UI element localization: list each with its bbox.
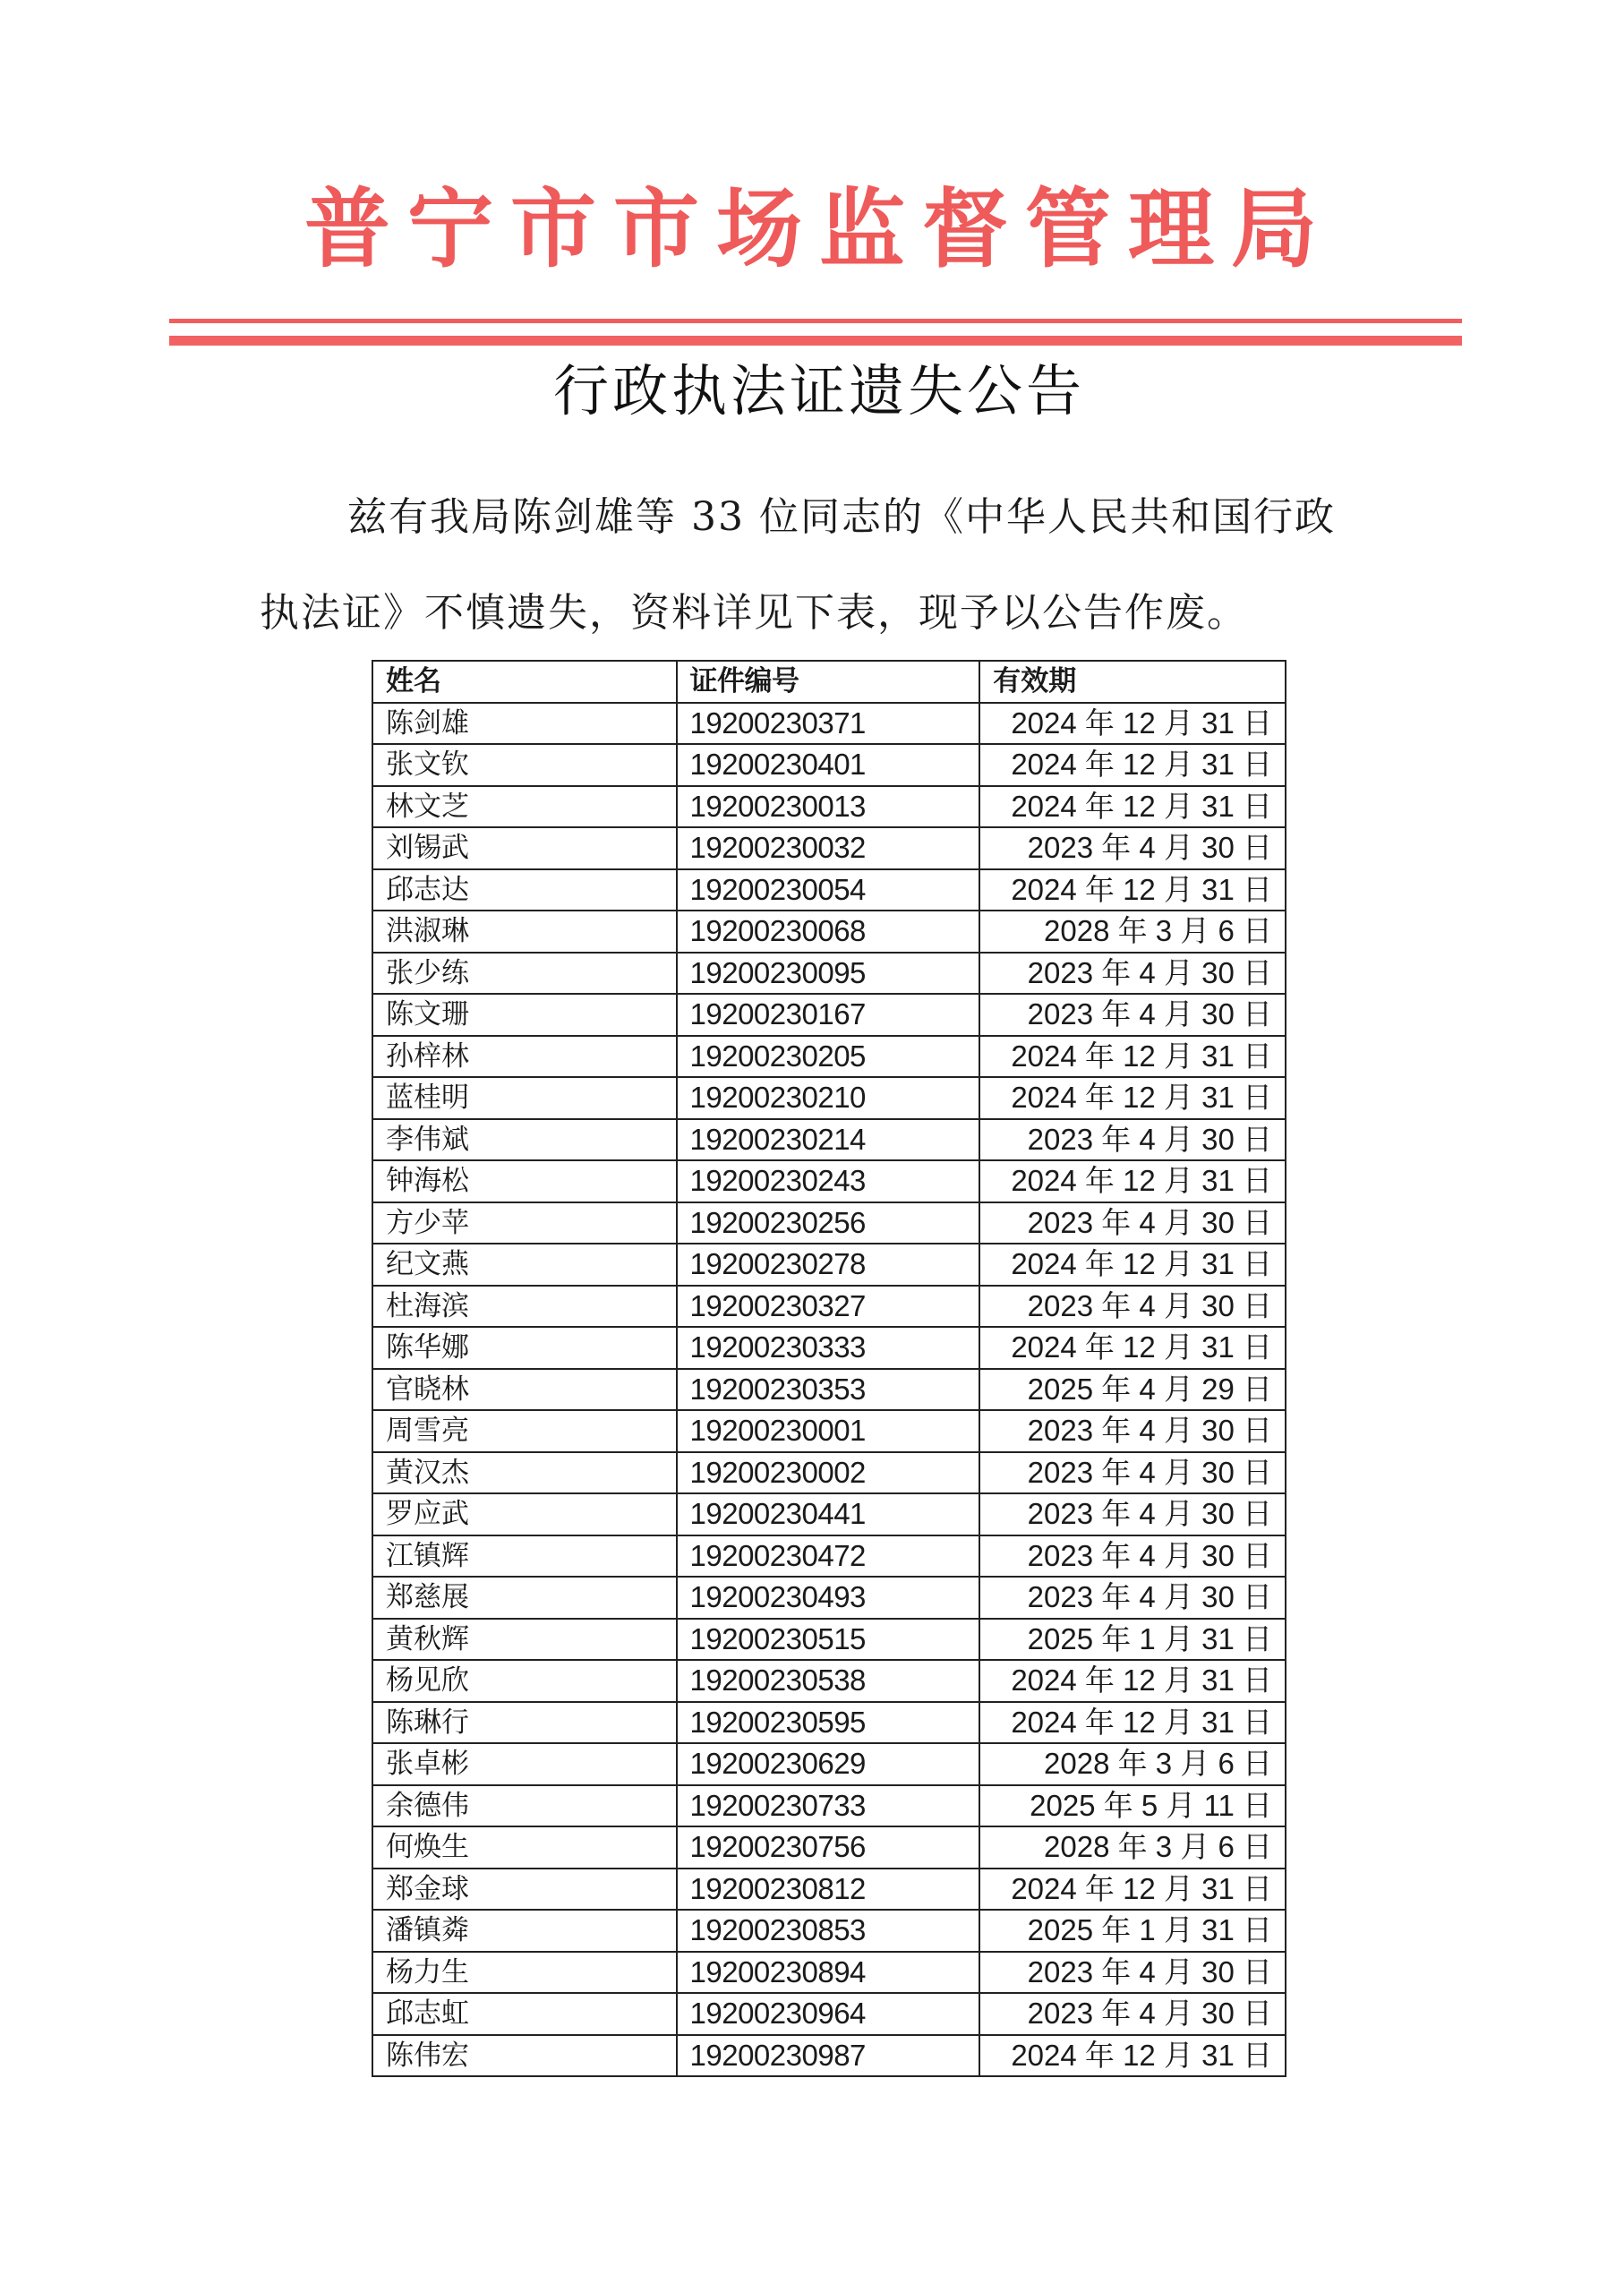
cell-name: 黄秋辉: [372, 1619, 677, 1661]
cell-expiry: 2023 年 4 月 30 日: [979, 1493, 1286, 1535]
cell-name: 纪文燕: [372, 1244, 677, 1286]
letterhead-divider-thick: [169, 336, 1462, 346]
table-row: [372, 1160, 1286, 1202]
cell-expiry: 2024 年 12 月 31 日: [979, 869, 1286, 911]
table-row: [372, 1577, 1286, 1619]
table-row: [372, 1493, 1286, 1535]
cell-expiry: 2028 年 3 月 6 日: [979, 911, 1286, 953]
cell-cert-number: 19200230595: [677, 1702, 980, 1744]
cell-cert-number: 19200230032: [677, 827, 980, 869]
body-paragraph-line-1: 兹有我局陈剑雄等 33 位同志的《中华人民共和国行政: [347, 494, 1336, 540]
table-header-row: [372, 661, 1286, 703]
table-row: [372, 1036, 1286, 1078]
cell-cert-number: 19200230472: [677, 1535, 980, 1578]
cell-expiry: 2023 年 4 月 30 日: [979, 1952, 1286, 1994]
cell-expiry: 2025 年 1 月 31 日: [979, 1619, 1286, 1661]
cell-cert-number: 19200230002: [677, 1452, 980, 1494]
cell-name: 杨见欣: [372, 1660, 677, 1702]
cell-cert-number: 19200230068: [677, 911, 980, 953]
cell-name: 邱志达: [372, 869, 677, 911]
cell-name: 钟海松: [372, 1160, 677, 1202]
cell-name: 潘镇粦: [372, 1910, 677, 1952]
cell-expiry: 2025 年 1 月 31 日: [979, 1910, 1286, 1952]
cell-expiry: 2024 年 12 月 31 日: [979, 1660, 1286, 1702]
cell-name: 陈剑雄: [372, 703, 677, 745]
cell-expiry: 2024 年 12 月 31 日: [979, 1869, 1286, 1911]
cell-name: 郑金球: [372, 1869, 677, 1911]
cell-name: 孙梓林: [372, 1036, 677, 1078]
cell-cert-number: 19200230756: [677, 1826, 980, 1869]
cell-expiry: 2023 年 4 月 30 日: [979, 994, 1286, 1036]
table-row: [372, 1327, 1286, 1369]
cell-cert-number: 19200230205: [677, 1036, 980, 1078]
table-row: [372, 1202, 1286, 1244]
table-row: [372, 953, 1286, 995]
cell-cert-number: 19200230095: [677, 953, 980, 995]
cell-name: 余德伟: [372, 1785, 677, 1827]
table-row: [372, 1785, 1286, 1827]
table-row: [372, 1743, 1286, 1785]
table-row: [372, 1826, 1286, 1869]
cell-expiry: 2023 年 4 月 30 日: [979, 1452, 1286, 1494]
cell-name: 张卓彬: [372, 1743, 677, 1785]
table-row: [372, 1702, 1286, 1744]
table-row: [372, 1869, 1286, 1911]
table-row: [372, 1993, 1286, 2035]
header-expiry: 有效期: [979, 661, 1286, 703]
cell-expiry: 2023 年 4 月 30 日: [979, 953, 1286, 995]
cell-name: 刘锡武: [372, 827, 677, 869]
organization-letterhead: 普宁市市场监督管理局: [304, 178, 1334, 279]
table-row: [372, 1410, 1286, 1452]
table-row: [372, 786, 1286, 828]
certificate-table: [372, 660, 1286, 2077]
cell-expiry: 2024 年 12 月 31 日: [979, 1327, 1286, 1369]
cell-cert-number: 19200230353: [677, 1369, 980, 1411]
cell-expiry: 2024 年 12 月 31 日: [979, 1036, 1286, 1078]
body-paragraph-line-2: 执法证》不慎遗失，资料详见下表，现予以公告作废。: [260, 590, 1248, 636]
table-row: [372, 1119, 1286, 1161]
cell-name: 方少苹: [372, 1202, 677, 1244]
cell-name: 邱志虹: [372, 1993, 677, 2035]
cell-cert-number: 19200230371: [677, 703, 980, 745]
table-row: [372, 827, 1286, 869]
cell-expiry: 2025 年 5 月 11 日: [979, 1785, 1286, 1827]
cell-name: 杨力生: [372, 1952, 677, 1994]
table-row: [372, 869, 1286, 911]
cell-name: 陈华娜: [372, 1327, 677, 1369]
cell-cert-number: 19200230987: [677, 2035, 980, 2077]
cell-cert-number: 19200230964: [677, 1993, 980, 2035]
table-row: [372, 1535, 1286, 1578]
cell-name: 蓝桂明: [372, 1077, 677, 1119]
cell-expiry: 2024 年 12 月 31 日: [979, 1244, 1286, 1286]
cell-expiry: 2023 年 4 月 30 日: [979, 1535, 1286, 1578]
cell-cert-number: 19200230629: [677, 1743, 980, 1785]
cell-name: 陈文珊: [372, 994, 677, 1036]
cell-name: 张文钦: [372, 744, 677, 786]
cell-cert-number: 19200230493: [677, 1577, 980, 1619]
cell-expiry: 2028 年 3 月 6 日: [979, 1826, 1286, 1869]
cell-name: 张少练: [372, 953, 677, 995]
cell-expiry: 2024 年 12 月 31 日: [979, 2035, 1286, 2077]
table-row: [372, 703, 1286, 745]
table-row: [372, 911, 1286, 953]
table-row: [372, 1369, 1286, 1411]
table-row: [372, 1619, 1286, 1661]
cell-cert-number: 19200230812: [677, 1869, 980, 1911]
cell-name: 杜海滨: [372, 1286, 677, 1328]
cell-cert-number: 19200230167: [677, 994, 980, 1036]
cell-name: 陈琳行: [372, 1702, 677, 1744]
cell-name: 江镇辉: [372, 1535, 677, 1578]
cell-cert-number: 19200230054: [677, 869, 980, 911]
cell-name: 黄汉杰: [372, 1452, 677, 1494]
cell-expiry: 2024 年 12 月 31 日: [979, 1702, 1286, 1744]
cell-expiry: 2023 年 4 月 30 日: [979, 827, 1286, 869]
cell-cert-number: 19200230210: [677, 1077, 980, 1119]
table-row: [372, 1452, 1286, 1494]
cell-cert-number: 19200230894: [677, 1952, 980, 1994]
cell-name: 洪淑琳: [372, 911, 677, 953]
cell-cert-number: 19200230441: [677, 1493, 980, 1535]
table-row: [372, 1286, 1286, 1328]
table-row: [372, 1077, 1286, 1119]
cell-expiry: 2023 年 4 月 30 日: [979, 1119, 1286, 1161]
cell-name: 郑慈展: [372, 1577, 677, 1619]
cell-expiry: 2023 年 4 月 30 日: [979, 1286, 1286, 1328]
cell-cert-number: 19200230733: [677, 1785, 980, 1827]
letterhead-divider-thin: [169, 319, 1462, 323]
cell-expiry: 2024 年 12 月 31 日: [979, 744, 1286, 786]
cell-name: 官晓林: [372, 1369, 677, 1411]
cell-cert-number: 19200230401: [677, 744, 980, 786]
table-row: [372, 1952, 1286, 1994]
cell-cert-number: 19200230853: [677, 1910, 980, 1952]
cell-expiry: 2025 年 4 月 29 日: [979, 1369, 1286, 1411]
cell-expiry: 2024 年 12 月 31 日: [979, 1077, 1286, 1119]
table-row: [372, 1244, 1286, 1286]
table-body: [372, 703, 1286, 2077]
header-name: 姓名: [372, 661, 677, 703]
table-row: [372, 2035, 1286, 2077]
cell-expiry: 2028 年 3 月 6 日: [979, 1743, 1286, 1785]
header-cert-number: 证件编号: [677, 661, 980, 703]
cell-name: 罗应武: [372, 1493, 677, 1535]
cell-name: 何焕生: [372, 1826, 677, 1869]
cell-cert-number: 19200230243: [677, 1160, 980, 1202]
cell-cert-number: 19200230256: [677, 1202, 980, 1244]
cell-name: 李伟斌: [372, 1119, 677, 1161]
cell-expiry: 2023 年 4 月 30 日: [979, 1993, 1286, 2035]
document-title: 行政执法证遗失公告: [553, 358, 1086, 423]
cell-cert-number: 19200230515: [677, 1619, 980, 1661]
cell-expiry: 2024 年 12 月 31 日: [979, 786, 1286, 828]
cell-cert-number: 19200230013: [677, 786, 980, 828]
cell-expiry: 2024 年 12 月 31 日: [979, 1160, 1286, 1202]
cell-cert-number: 19200230333: [677, 1327, 980, 1369]
cell-name: 林文芝: [372, 786, 677, 828]
cell-cert-number: 19200230278: [677, 1244, 980, 1286]
cell-expiry: 2023 年 4 月 30 日: [979, 1410, 1286, 1452]
cell-cert-number: 19200230538: [677, 1660, 980, 1702]
cell-cert-number: 19200230214: [677, 1119, 980, 1161]
cell-name: 陈伟宏: [372, 2035, 677, 2077]
table-row: [372, 1660, 1286, 1702]
table-row: [372, 994, 1286, 1036]
cell-cert-number: 19200230327: [677, 1286, 980, 1328]
table-row: [372, 744, 1286, 786]
cell-name: 周雪亮: [372, 1410, 677, 1452]
table-row: [372, 1910, 1286, 1952]
cell-cert-number: 19200230001: [677, 1410, 980, 1452]
cell-expiry: 2023 年 4 月 30 日: [979, 1577, 1286, 1619]
cell-expiry: 2023 年 4 月 30 日: [979, 1202, 1286, 1244]
cell-expiry: 2024 年 12 月 31 日: [979, 703, 1286, 745]
